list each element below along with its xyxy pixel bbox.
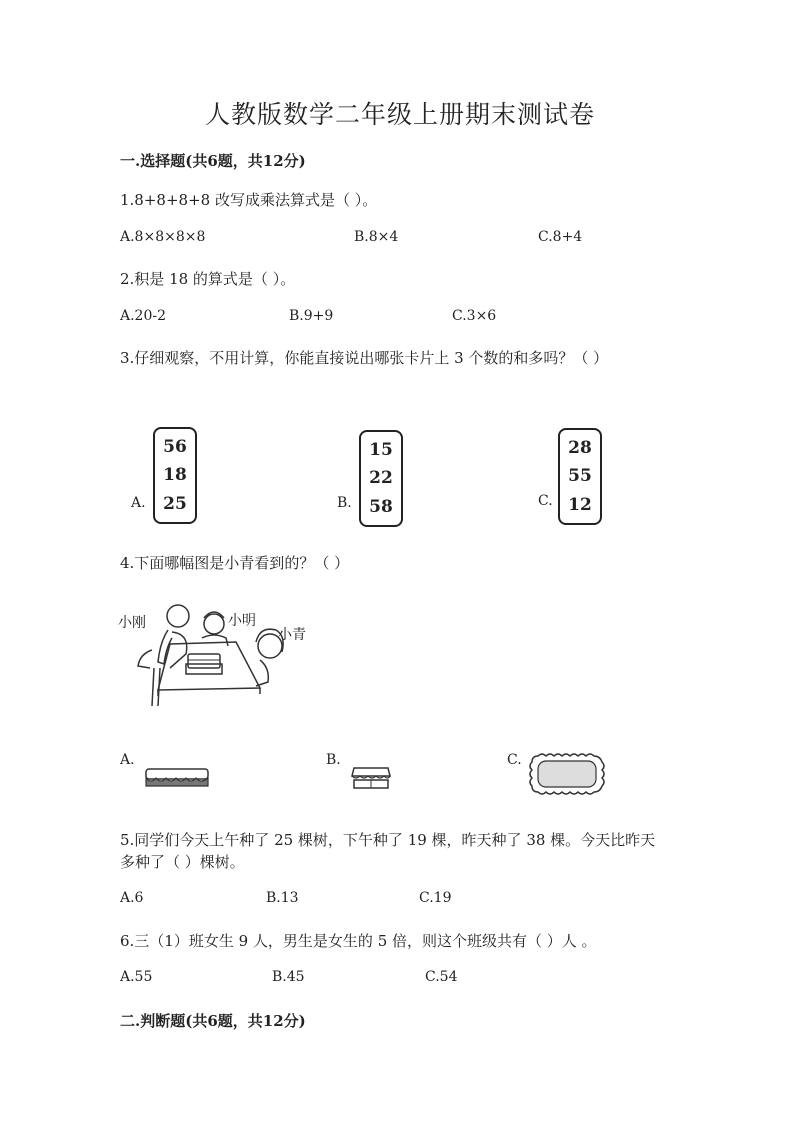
card-c-label: C.: [538, 493, 553, 509]
q5-option-b: B.13: [266, 890, 299, 906]
q4-option-b-label: B.: [326, 752, 341, 768]
card-a-number: 25: [163, 493, 187, 514]
box-top-view-c: [528, 752, 608, 798]
q6-option-b: B.45: [272, 969, 305, 985]
card-a-number: 18: [163, 465, 187, 486]
card-c-number: 12: [568, 494, 592, 515]
card-b-label: B.: [337, 495, 352, 511]
question-5-line-2: 多种了（ ）棵树。: [120, 853, 245, 871]
card-a-label: A.: [131, 495, 146, 511]
q4-option-a-label: A.: [120, 752, 135, 768]
card-c-number: 55: [568, 466, 592, 487]
card-b-number: 22: [369, 468, 393, 489]
question-2: 2.积是 18 的算式是（ ）。: [120, 270, 296, 288]
q4-option-c-label: C.: [507, 752, 522, 768]
q5-option-c: C.19: [419, 890, 452, 906]
number-card-c: [558, 428, 602, 525]
q2-option-b: B.9+9: [289, 308, 334, 324]
q5-option-a: A.6: [120, 890, 144, 906]
page-title: 人教版数学二年级上册期末测试卷: [204, 100, 595, 129]
section-heading-choice: 一.选择题(共6题，共12分): [120, 152, 306, 170]
card-c-number: 28: [568, 438, 592, 459]
q6-option-a: A.55: [120, 969, 153, 985]
name-label-xiaoming: 小明: [228, 613, 256, 629]
q1-option-c: C.8+4: [538, 229, 583, 245]
card-a-number: 56: [163, 437, 187, 458]
q1-option-b: B.8×4: [354, 229, 399, 245]
q2-option-c: C.3×6: [452, 308, 497, 324]
number-card-a: [153, 427, 197, 524]
card-b-number: 58: [369, 496, 393, 517]
question-4: 4.下面哪幅图是小青看到的？（ ）: [120, 554, 350, 572]
box-side-view-b: [350, 766, 392, 792]
q2-option-a: A.20-2: [120, 308, 167, 324]
question-6: 6.三（1）班女生 9 人，男生是女生的 5 倍，则这个班级共有（ ）人 。: [120, 932, 597, 950]
number-card-b: [359, 430, 403, 527]
section-heading-true-false: 二.判断题(共6题，共12分): [120, 1012, 306, 1030]
card-b-number: 15: [369, 440, 393, 461]
box-front-view-a: [144, 766, 210, 790]
question-3: 3.仔细观察，不用计算，你能直接说出哪张卡片上 3 个数的和多吗？（ ）: [120, 349, 609, 367]
question-1: 1.8+8+8+8 改写成乘法算式是（ ）。: [120, 191, 378, 209]
question-5-line-1: 5.同学们今天上午种了 25 棵树，下午种了 19 棵，昨天种了 38 棵。今天比昨天: [120, 831, 656, 849]
name-label-xiaogang: 小刚: [118, 615, 146, 631]
q6-option-c: C.54: [425, 969, 458, 985]
name-label-xiaoqing: 小青: [278, 627, 306, 643]
table-scene-illustration: [130, 602, 320, 712]
q1-option-a: A.8×8×8×8: [120, 229, 206, 245]
